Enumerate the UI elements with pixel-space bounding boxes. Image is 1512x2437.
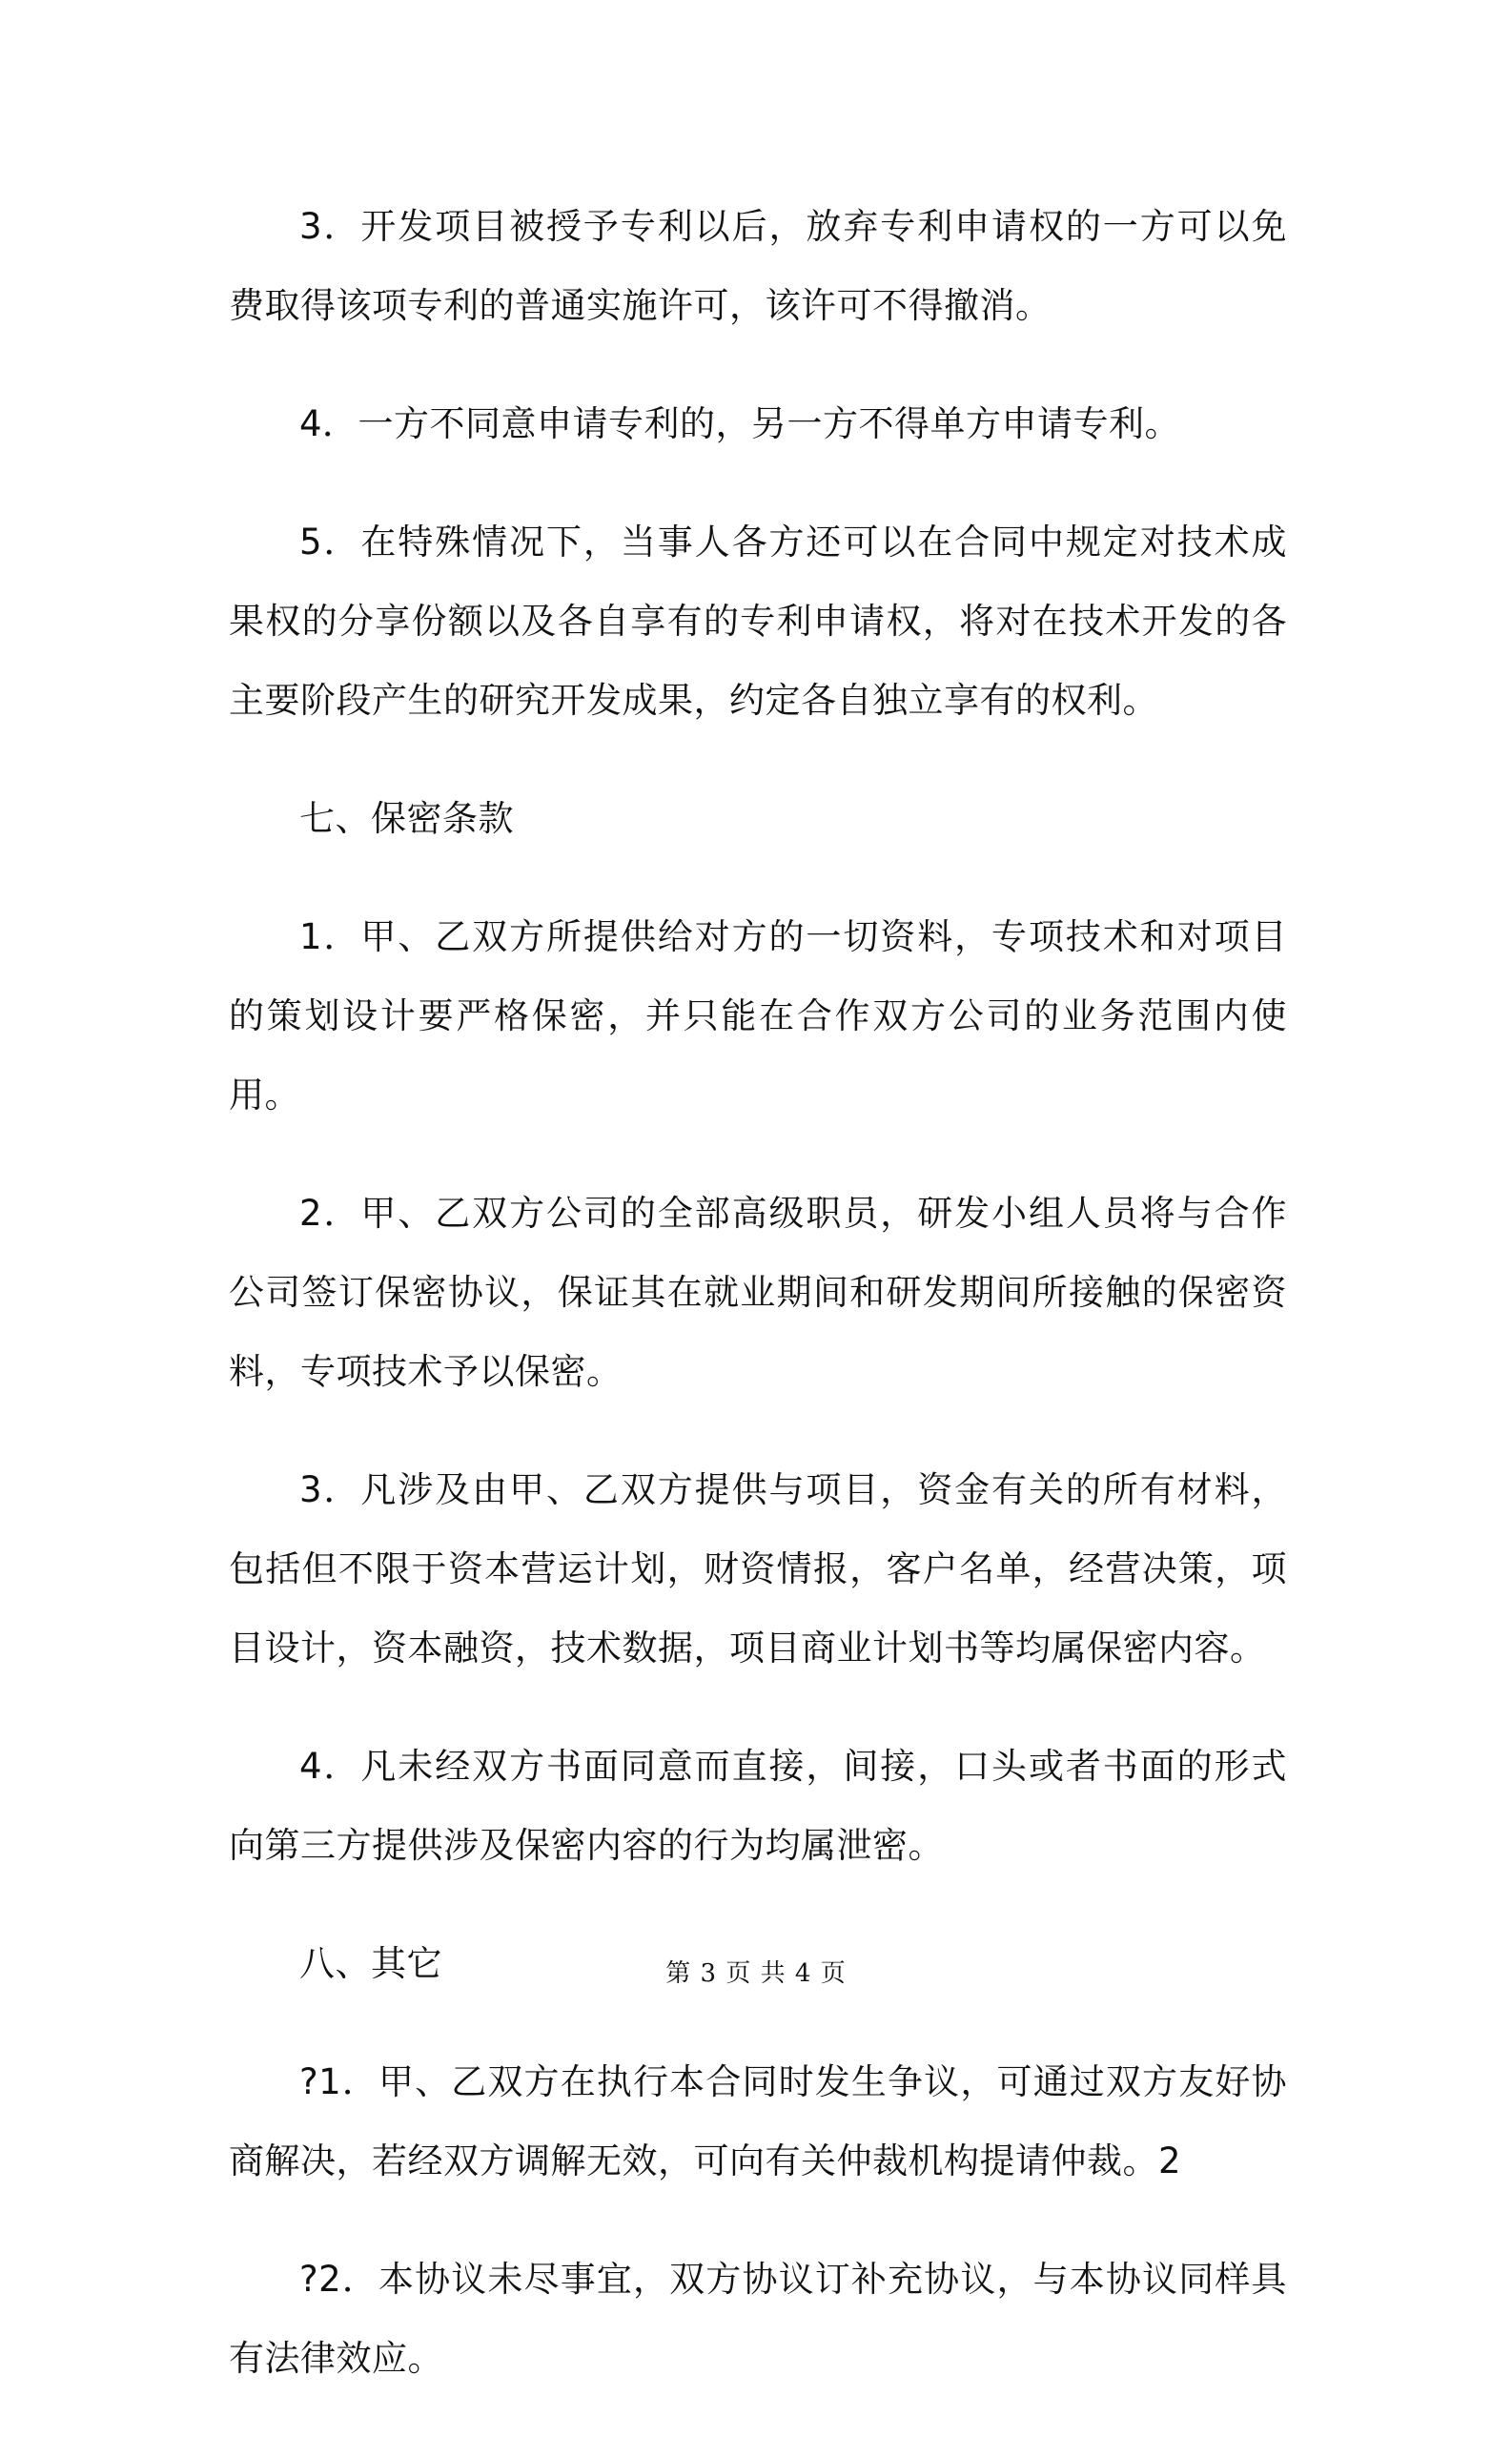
paragraph-4-patent-consent: 4．一方不同意申请专利的，另一方不得单方申请专利。 (299, 403, 1181, 444)
section-heading-other: 八、其它 (299, 1943, 442, 1984)
page-number-footer: 第 3 页 共 4 页 (665, 1959, 847, 1988)
section-heading-confidentiality: 七、保密条款 (299, 798, 514, 839)
paragraph-other-2: ?2．本协议未尽事宜，双方协议订补充协议，与本协议同样具有法律效应。 (229, 2259, 1287, 2379)
paragraph-confidentiality-1: 1．甲、乙双方所提供给对方的一切资料，专项技术和对项目的策划设计要严格保密，并只能在合作双方公司的业务范围内使用。 (229, 916, 1287, 1116)
paragraph-confidentiality-2: 2．甲、乙双方公司的全部高级职员，研发小组人员将与合作公司签订保密协议，保证其在就业期间和研发期间所接触的保密资料，专项技术予以保密。 (229, 1193, 1287, 1392)
paragraph-confidentiality-4: 4．凡未经双方书面同意而直接，间接，口头或者书面的形式向第三方提供涉及保密内容的行为均属泄密。 (229, 1746, 1287, 1866)
paragraph-other-1: ?1．甲、乙双方在执行本合同时发生争议，可通过双方友好协商解决，若经双方调解无效，可向有关仲裁机构提请仲裁。2 (229, 2061, 1287, 2181)
paragraph-5-special-cases: 5．在特殊情况下，当事人各方还可以在合同中规定对技术成果权的分享份额以及各自享有的专利申请权，将对在技术开发的各主要阶段产生的研究开发成果，约定各自独立享有的权利。 (229, 522, 1287, 721)
paragraph-confidentiality-3: 3．凡涉及由甲、乙双方提供与项目，资金有关的所有材料，包括但不限于资本营运计划，财资情报，客户名单，经营决策，项目设计，资本融资，技术数据，项目商业计划书等均属保密内容。 (229, 1469, 1287, 1669)
paragraph-3-patent-license: 3．开发项目被授予专利以后，放弃专利申请权的一方可以免费取得该项专利的普通实施许可，该许可不得撤消。 (229, 206, 1287, 326)
document-body (229, 187, 1287, 2437)
